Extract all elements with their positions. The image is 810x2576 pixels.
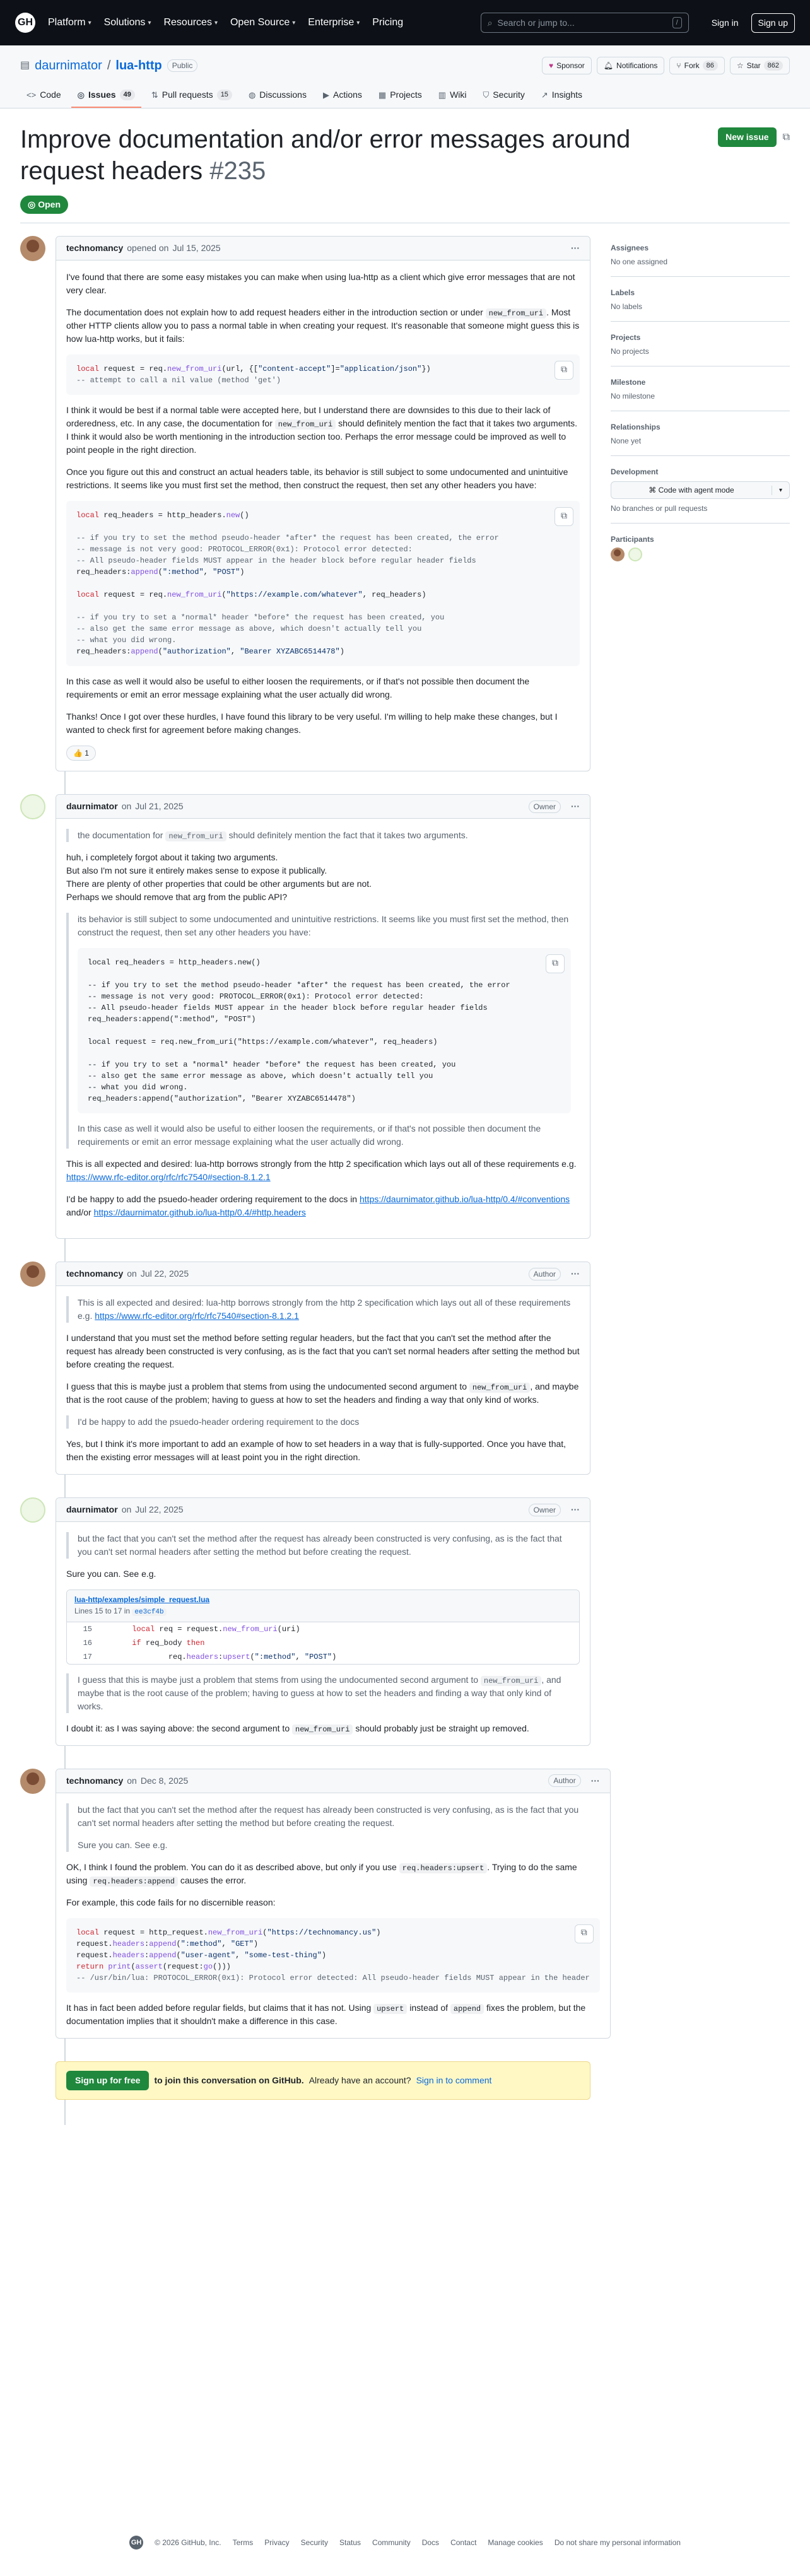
footer-link-docs[interactable]: Docs	[421, 2538, 440, 2547]
text: should probably just be straight up removed.	[355, 1723, 529, 1733]
tab-wiki[interactable]	[432, 83, 473, 108]
global-header	[0, 0, 810, 45]
comment-author[interactable]: daurnimator	[66, 1504, 118, 1514]
fork-button[interactable]	[669, 57, 724, 74]
sidebar-value: No one assigned	[611, 257, 668, 266]
quote	[66, 1673, 580, 1713]
sidebar-heading: Projects	[611, 333, 641, 342]
role-badge: Author	[548, 1774, 580, 1787]
comment-body	[56, 1286, 590, 1474]
avatar[interactable]	[20, 1497, 45, 1523]
inline-code: new_from_uri	[486, 308, 546, 319]
sidebar-heading: Milestone	[611, 378, 646, 387]
text: I doubt it: as I was saying above: the second argument to	[66, 1723, 290, 1733]
sidebar-heading: Participants	[611, 535, 654, 544]
footer-link-security[interactable]: Security	[300, 2538, 328, 2547]
copy-icon[interactable]: ⧉	[575, 1924, 594, 1943]
sidebar-relationships	[611, 415, 790, 456]
text: Perhaps we should remove that arg from the public API?	[66, 892, 288, 902]
chevron-down-icon: ▾	[292, 19, 296, 26]
copy-icon[interactable]: ⧉	[546, 954, 565, 973]
repo-title	[20, 56, 790, 76]
issue-sidebar	[611, 223, 790, 2125]
text: I guess that this is maybe just a problem that stems from using the undocumented second argument to	[66, 1381, 467, 1391]
text: should definitely mention the fact that it takes two arguments. I think it would also be worth mentioning in the introduction section too. Perhaps the error message could be improved as well to point people in the right direction.	[66, 418, 578, 455]
text: I guess that this is maybe just a problem that stems from using the undocumented second argument to	[78, 1674, 479, 1685]
inline-code: new_from_uri	[165, 831, 226, 841]
code-permalink	[66, 1590, 580, 1665]
comment-body	[56, 261, 590, 771]
star-count: 862	[764, 61, 783, 71]
comment-box	[56, 1262, 590, 1475]
nav-platform[interactable]	[48, 15, 91, 30]
nav-label: Solutions	[103, 17, 146, 28]
issue-title	[20, 124, 670, 187]
text: huh, i completely forgot about it taking two arguments.	[66, 852, 278, 862]
comment-paragraph	[66, 1861, 600, 1887]
tab-label: Actions	[332, 90, 362, 100]
pull-request-icon: ⇅	[151, 90, 158, 100]
comment-header	[56, 237, 590, 261]
code-block: local request = http_request.new_from_uri("https://technomancy.us") request.headers:append(":method", "GET") request.headers:append("user-agent", "some-test-thing") return print(assert(request:go())) -- /usr/bin/lua: PROTOCOL_ERROR(0x1): Protocol error detected: All pseudo-header fields MUST appear in the header ⧉	[66, 1918, 600, 1993]
footer-link-status[interactable]: Status	[339, 2538, 361, 2547]
star-icon: ☆	[736, 61, 744, 70]
text: This is all expected and desired: lua-http borrows strongly from the http 2 specification which lays out all of these requirements e.g.	[78, 1297, 571, 1321]
role-badge: Author	[529, 1268, 561, 1280]
text: I think it would be best if a normal table were accepted here, but I understand there are downsides to this due to their lack of orderedness, etc. In any case, the documentation for	[66, 405, 551, 428]
permalink-header	[67, 1590, 579, 1622]
code-block: local req_headers = http_headers.new() -- if you try to set the method pseudo-header *after* the request has been created, the error -- message is not very good: PROTOCOL_ERROR(0x1): Protocol error detected: -- All pseudo-header fields MUST appear in the header block before regular header fields req_headers:append(":method", "POST") local request = req.new_from_uri("https://example.com/whatever", req_headers) -- if you try to set a *normal* header *before* the request has been created, you -- also get the same error message as above, which doesn't actually tell you -- what you did wrong. req_headers:append("authorization", "Bearer XYZABC6514478") ⧉	[66, 501, 580, 666]
comment-paragraph: I understand that you must set the method before setting regular headers, but the fact that you can't set the method after the request has already been constructed is very confusing, as is the fact that you can't set normal headers after setting the method but before creating the request.	[66, 1333, 580, 1369]
copilot-icon: ⌘	[649, 486, 657, 495]
repo-name-link[interactable]: lua-http	[115, 59, 162, 73]
permalink-commit-link[interactable]: ee3cf4b	[132, 1608, 166, 1616]
sidebar-heading: Labels	[611, 288, 635, 297]
quote	[66, 1532, 580, 1559]
graph-icon: ↗	[541, 90, 548, 100]
text: , and maybe that is the root cause of the problem; having to guess at how to set the headers and finding a way that only kind of works.	[66, 1381, 579, 1405]
tab-security[interactable]	[477, 83, 531, 108]
fork-icon: ⑂	[676, 61, 681, 70]
code-block: local req_headers = http_headers.new() -- if you try to set the method pseudo-header *after* the request has been created, the error -- message is not very good: PROTOCOL_ERROR(0x1): Protocol error detected: -- All pseudo-header fields MUST appear in the header block before regular header fields req_headers:append(":method", "POST") local request = req.new_from_uri("https://example.com/whatever", req_headers) -- if you try to set a *normal* header *before* the request has been created, you -- also get the same error message as above, which doesn't actually tell you -- what you did wrong. req_headers:append("authorization", "Bearer XYZABC6514478") ⧉	[78, 948, 571, 1113]
repo-icon: ▤	[20, 60, 30, 71]
sidebar-participants	[611, 527, 790, 570]
issue-number: #235	[209, 157, 266, 185]
comment-author[interactable]: technomancy	[66, 1775, 124, 1786]
repo-separator: /	[107, 59, 111, 73]
participant-avatar[interactable]	[628, 547, 642, 561]
heart-icon: ♥	[548, 61, 554, 70]
quote-text: its behavior is still subject to some undocumented and unintuitive restrictions. It seems like you must first set the method, then construct the request, then set any other headers you have:	[78, 914, 569, 937]
issue-open-icon: ◎	[28, 199, 36, 209]
sign-in-to-comment-link[interactable]: Sign in to comment	[416, 2075, 492, 2085]
comment-header	[56, 1498, 590, 1522]
nav-solutions[interactable]	[104, 15, 151, 30]
tab-pull-requests[interactable]	[145, 83, 238, 108]
issue-state-label: Open	[38, 199, 61, 209]
kebab-menu-icon[interactable]: ···	[571, 1268, 580, 1279]
search-shortcut: /	[672, 17, 682, 29]
text: , and maybe that is the root cause of the problem; having to guess at how to set the headers and finding a way that only kind of works.	[78, 1674, 561, 1711]
docs-headers-link[interactable]: https://daurnimator.github.io/lua-http/0.4/#http.headers	[93, 1207, 306, 1217]
chevron-down-icon[interactable]: ▾	[772, 486, 789, 495]
sidebar-value: No labels	[611, 302, 643, 311]
tab-projects[interactable]	[372, 83, 428, 108]
inline-code: upsert	[373, 2004, 407, 2014]
text: should definitely mention the fact that it takes two arguments.	[228, 830, 468, 840]
account-prompt: Already have an account?	[308, 2075, 411, 2085]
sponsor-label: Sponsor	[556, 61, 585, 70]
comment-paragraph	[66, 2001, 600, 2028]
sidebar-value: No projects	[611, 347, 649, 356]
text: . Trying to do the same using	[66, 1861, 577, 1885]
comment-body	[56, 1793, 610, 2038]
comment-action: on	[121, 1504, 132, 1514]
quote	[66, 1415, 580, 1429]
tab-label: Insights	[551, 90, 583, 100]
chevron-down-icon: ▾	[356, 19, 360, 26]
copy-icon[interactable]: ⧉	[555, 361, 573, 380]
notifications-label: Notifications	[616, 61, 658, 70]
code-icon: <>	[26, 90, 37, 100]
nav-enterprise[interactable]	[308, 15, 360, 30]
comment-box	[56, 1497, 590, 1746]
sidebar-labels	[611, 281, 790, 322]
issue-title-text: Improve documentation and/or error messages around request headers	[20, 126, 631, 185]
comment-action: on	[127, 1775, 137, 1786]
docs-conventions-link[interactable]: https://daurnimator.github.io/lua-http/0.4/#conventions	[360, 1194, 570, 1204]
github-mark-icon[interactable]: GH	[129, 2536, 143, 2550]
sign-up-button[interactable]: Sign up	[751, 13, 795, 33]
comment-box	[56, 236, 590, 771]
comment-header	[56, 1262, 590, 1286]
tab-label: Projects	[390, 90, 422, 100]
tab-label: Pull requests	[161, 90, 213, 100]
sidebar-projects	[611, 325, 790, 366]
tab-label: Discussions	[259, 90, 307, 100]
sidebar-value: None yet	[611, 436, 642, 445]
copy-icon[interactable]: ⧉	[555, 507, 573, 526]
quote	[66, 1803, 600, 1852]
tab-label: Wiki	[450, 90, 467, 100]
comment-paragraph	[66, 306, 580, 346]
avatar[interactable]	[20, 1262, 45, 1287]
comment-body	[56, 819, 590, 1238]
quote	[66, 829, 580, 842]
kebab-menu-icon[interactable]: ···	[571, 1504, 580, 1514]
chevron-down-icon: ▾	[148, 19, 151, 26]
text: This is all expected and desired: lua-http borrows strongly from the http 2 specification which lays out all of these requirements e.g.	[66, 1159, 577, 1169]
comment-date[interactable]: Jul 22, 2025	[140, 1268, 189, 1279]
repo-header	[0, 45, 810, 108]
new-issue-button[interactable]: New issue	[718, 127, 776, 147]
comment-paragraph: I've found that there are some easy mistakes you can make when using lua-http as a client which give error messages that are not very clear.	[66, 272, 575, 295]
nav-pricing[interactable]: Pricing	[372, 17, 404, 28]
text: and/or	[66, 1207, 91, 1217]
comment-header	[56, 795, 590, 819]
join-conversation-banner	[56, 2061, 590, 2100]
quote-text: In this case as well it would also be useful to either loosen the requirements, or if that's not possible then document the requirements or emit an error message explaining what the user actually did wrong.	[78, 1123, 541, 1147]
star-button[interactable]	[730, 57, 790, 74]
text: the documentation for	[78, 830, 163, 840]
text: There are plenty of other properties that could be other arguments but are not.	[66, 879, 372, 889]
tab-label: Security	[493, 90, 525, 100]
avatar[interactable]	[20, 794, 45, 819]
quote-text: I'd be happy to add the psuedo-header ordering requirement to the docs	[78, 1417, 360, 1427]
footer-link-manage-cookies[interactable]: Manage cookies	[488, 2538, 543, 2547]
repo-owner-link[interactable]: daurnimator	[35, 59, 102, 73]
nav-label: Platform	[48, 17, 86, 28]
tab-discussions[interactable]	[242, 83, 313, 108]
quote-text: but the fact that you can't set the method after the request has already been constructed is very confusing, as is the fact that you can't set normal headers after setting the method but before creating the request.	[78, 1533, 562, 1557]
comment-paragraph	[66, 1157, 580, 1184]
issue-layout	[0, 223, 810, 2125]
text: But also I'm not sure it entirely makes sense to expose it publically.	[66, 865, 327, 875]
rfc-link[interactable]: https://www.rfc-editor.org/rfc/rfc7540#section-8.1.2.1	[66, 1172, 271, 1182]
comment-author[interactable]: technomancy	[66, 1268, 124, 1279]
fork-label: Fork	[684, 61, 700, 70]
sidebar-assignees	[611, 236, 790, 277]
issue-timeline	[20, 223, 600, 2125]
search-placeholder: Search or jump to...	[497, 17, 575, 28]
comment-paragraph: Sure you can. See e.g.	[66, 1569, 156, 1579]
tab-count: 15	[217, 90, 232, 100]
chevron-down-icon: ▾	[214, 19, 218, 26]
comment-box	[56, 1769, 611, 2039]
text: instead of	[409, 2002, 448, 2013]
quote	[66, 1296, 580, 1323]
comment-author[interactable]: technomancy	[66, 243, 124, 253]
text: I'd be happy to add the psuedo-header ordering requirement to the docs in	[66, 1194, 358, 1204]
tab-actions[interactable]	[317, 83, 368, 108]
issue-icon: ◎	[77, 90, 85, 100]
inline-code: new_from_uri	[275, 419, 336, 430]
rfc-link[interactable]: https://www.rfc-editor.org/rfc/rfc7540#section-8.1.2.1	[95, 1311, 299, 1321]
avatar[interactable]	[20, 1769, 45, 1794]
nav-label: Enterprise	[308, 17, 355, 28]
comment-date[interactable]: Jul 15, 2025	[172, 243, 221, 253]
footer-link-privacy[interactable]: Privacy	[264, 2538, 290, 2547]
comment-paragraph: In this case as well it would also be useful to either loosen the requirements, or if that's not possible then document the requirements or emit an error message explaining what the user actually did wrong.	[66, 676, 530, 700]
comment-date[interactable]: Jul 21, 2025	[135, 801, 184, 811]
book-icon: ▥	[438, 90, 447, 100]
repo-tabs	[20, 83, 790, 108]
nav-label: Open Source	[230, 17, 290, 28]
copyright: © 2026 GitHub, Inc.	[155, 2538, 221, 2547]
inline-code: new_from_uri	[469, 1383, 530, 1393]
quote	[66, 913, 580, 1149]
comment-paragraph	[66, 1722, 580, 1735]
agent-button-label: Code with agent mode	[658, 486, 734, 495]
inline-code: req.headers:upsert	[399, 1863, 488, 1873]
join-text: to join this conversation on GitHub.	[154, 2075, 304, 2085]
code-with-agent-button[interactable]	[611, 481, 790, 499]
comment-box	[56, 794, 590, 1239]
comment-date[interactable]: Dec 8, 2025	[140, 1775, 189, 1786]
quote-text: but the fact that you can't set the method after the request has already been constructed is very confusing, as is the fact that you can't set normal headers after setting the method but before creating the request.	[78, 1804, 579, 1828]
avatar[interactable]	[20, 236, 45, 261]
kebab-menu-icon[interactable]: ···	[571, 243, 580, 253]
comment-paragraph	[66, 1193, 580, 1219]
timeline-comment	[20, 236, 590, 771]
sidebar-heading: Development	[611, 467, 659, 476]
text: fixes the problem, but the documentation implies that it shouldn't make a difference in this case.	[66, 2002, 586, 2026]
bell-icon: 🔔︎	[603, 61, 614, 70]
timeline-comment	[20, 794, 590, 1239]
sidebar-value: No milestone	[611, 392, 655, 401]
shield-icon: ⛉	[483, 90, 490, 100]
timeline-comment	[20, 1769, 600, 2039]
permalink-file-link[interactable]: lua-http/examples/simple_request.lua	[74, 1595, 210, 1604]
fork-count: 86	[703, 61, 718, 71]
tab-count: 49	[120, 90, 135, 100]
comment-header	[56, 1769, 610, 1793]
nav-open-source[interactable]	[230, 15, 295, 30]
comment-paragraph	[66, 404, 580, 457]
inline-code: new_from_uri	[292, 1724, 353, 1735]
site-footer	[0, 2536, 810, 2550]
copy-link-icon[interactable]: ⧉	[782, 131, 790, 143]
comment-paragraph: Thanks! Once I got over these hurdles, I have found this library to be very useful. I'm willing to help make these changes, but I wanted to check first for agreement before making changes.	[66, 711, 558, 735]
footer-link-contact[interactable]: Contact	[450, 2538, 477, 2547]
inline-code: append	[450, 2004, 484, 2014]
role-badge: Owner	[529, 1504, 561, 1516]
role-badge: Owner	[529, 800, 561, 813]
comment-author[interactable]: daurnimator	[66, 801, 118, 811]
kebab-menu-icon[interactable]: ···	[590, 1775, 600, 1786]
comment-paragraph: Yes, but I think it's more important to add an example of how to set headers in a way that is fully-supported. Once you have that, then the existing error messages will at least point you in the right direction.	[66, 1439, 566, 1462]
inline-code: req.headers:append	[90, 1876, 178, 1887]
footer-link-terms[interactable]: Terms	[232, 2538, 254, 2547]
search-input[interactable]	[481, 13, 689, 33]
text: causes the error.	[180, 1875, 247, 1885]
sponsor-button[interactable]	[542, 57, 592, 74]
reaction-thumbs-up[interactable]: 👍 1	[66, 746, 96, 761]
tab-code[interactable]	[20, 83, 68, 108]
comment-paragraph	[66, 1380, 580, 1407]
nav-label: Resources	[163, 17, 212, 28]
comment-action: on	[127, 1268, 137, 1279]
tab-label: Issues	[88, 90, 116, 100]
comment-action: on	[121, 801, 132, 811]
timeline-comment	[20, 1497, 590, 1746]
chevron-down-icon: ▾	[88, 19, 91, 26]
tab-insights[interactable]	[535, 83, 589, 108]
sidebar-heading: Relationships	[611, 423, 660, 431]
text: . Most other HTTP clients allow you to pass a normal table in when creating your request. It's reasonable that someone might guess this is how lua-http works, but it fails:	[66, 307, 580, 344]
comment-paragraph	[66, 851, 580, 904]
notifications-button[interactable]	[597, 57, 665, 74]
kebab-menu-icon[interactable]: ···	[571, 801, 580, 811]
visibility-badge: Public	[167, 59, 198, 72]
code-block: local request = req.new_from_uri(url, {["content-accept"]="application/json"}) -- attempt to call a nil value (method 'get') ⧉	[66, 354, 580, 395]
issue-header	[0, 108, 810, 214]
github-logo-icon[interactable]: GH	[15, 13, 35, 33]
sign-up-free-button[interactable]: Sign up for free	[66, 2071, 149, 2090]
comment-date[interactable]: Jul 22, 2025	[135, 1504, 184, 1514]
participant-avatar[interactable]	[611, 547, 625, 561]
tab-label: Code	[40, 90, 61, 100]
sidebar-value: No branches or pull requests	[611, 504, 708, 513]
permalink-code: 15 local req = request.new_from_uri(uri) 16 if req_body then 17 req.headers:upsert(":method", "POST")	[83, 1624, 337, 1661]
play-icon: ▶	[322, 90, 329, 100]
text: The documentation does not explain how to add request headers either in the introduction section or under	[66, 307, 483, 317]
permalink-lines: Lines 15 to 17 in	[74, 1607, 131, 1615]
comment-body	[56, 1522, 590, 1745]
quote-text: Sure you can. See e.g.	[78, 1839, 168, 1850]
star-label: Star	[746, 61, 761, 70]
search-icon: ⌕	[487, 17, 493, 28]
tab-issues[interactable]	[71, 83, 141, 108]
sign-in-link[interactable]: Sign in	[711, 17, 739, 28]
text: OK, I think I found the problem. You can do it as described above, but only if you use	[66, 1861, 397, 1872]
sidebar-heading: Assignees	[611, 243, 649, 252]
discussion-icon: ◍	[248, 90, 256, 100]
issue-state-badge	[20, 196, 68, 214]
footer-link-community[interactable]: Community	[372, 2538, 411, 2547]
sidebar-milestone	[611, 370, 790, 411]
comment-paragraph: Once you figure out this and construct an actual headers table, its behavior is still subject to some undocumented and unintuitive restrictions. It seems like you must first set the method, then construct the request, then set any other headers you have:	[66, 467, 568, 490]
nav-resources[interactable]	[163, 15, 218, 30]
footer-link-do-not-share[interactable]: Do not share my personal information	[554, 2538, 681, 2547]
inline-code: new_from_uri	[481, 1676, 541, 1686]
table-icon: ▦	[378, 90, 387, 100]
sidebar-development	[611, 460, 790, 524]
comment-action: opened on	[127, 243, 169, 253]
timeline-comment	[20, 1262, 590, 1475]
text: It has in fact been added before regular fields, but claims that it has not. Using	[66, 2002, 372, 2013]
comment-paragraph: For example, this code fails for no discernible reason:	[66, 1897, 276, 1907]
